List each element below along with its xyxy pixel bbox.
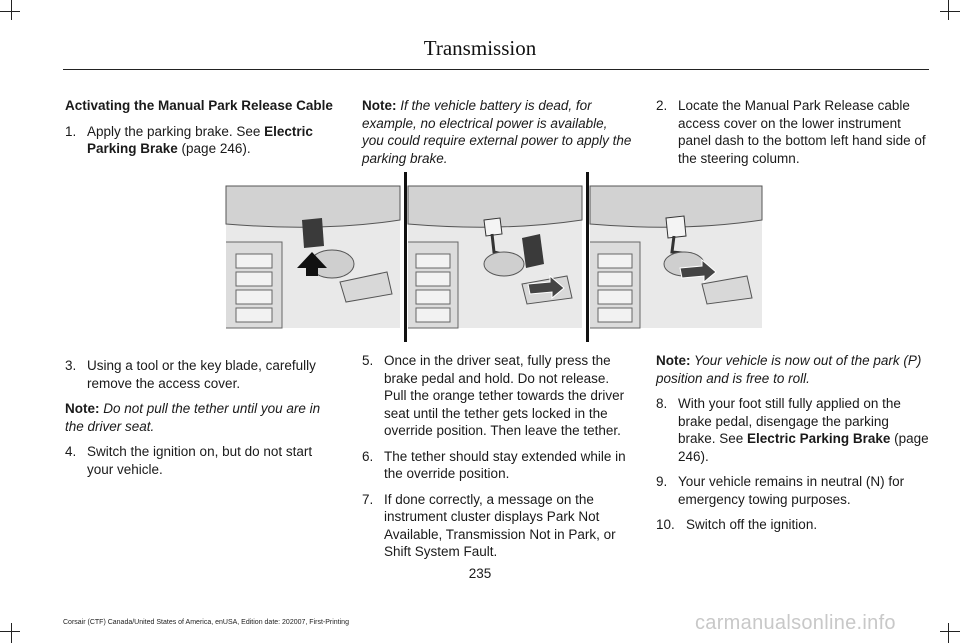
step-8 [656, 395, 930, 465]
step-text: Using a tool or the key blade, carefully remove the access cover. [87, 358, 316, 391]
note [656, 352, 930, 387]
step-text: Apply the parking brake. See [87, 123, 265, 139]
crop-mark-bottom-right-h [940, 631, 960, 632]
note-text: Your vehicle is now out of the park (P) position and is free to roll. [656, 353, 922, 386]
crop-mark-top-left-v [11, 0, 12, 20]
note [65, 400, 340, 435]
step-text: With your foot still fully applied on the brake pedal, disengage the parking brake. See [678, 396, 901, 446]
page-title: Transmission [423, 36, 537, 60]
step-number: 2. [656, 98, 668, 113]
illustration-panel-1 [226, 186, 400, 328]
step-number: 10. [656, 517, 675, 532]
note-text: Do not pull the tether until you are in the driver seat. [65, 401, 321, 434]
column-1-top [65, 97, 340, 166]
step-text: If done correctly, a message on the instrument cluster displays Park Not Available, Transmission Not in Park, or Shift System Fault. [384, 491, 616, 559]
step-9 [656, 473, 930, 508]
step-number: 1. [65, 123, 77, 139]
page-number: 235 [468, 566, 492, 581]
step-6 [362, 448, 634, 483]
crop-mark-top-left-h [0, 11, 20, 12]
step-text: Switch the ignition on, but do not start your vehicle. [87, 444, 313, 477]
column-2-bottom [362, 352, 634, 569]
page-ref: (page 246). [177, 141, 251, 156]
illustration-divider [586, 172, 589, 342]
step-text: Once in the driver seat, fully press the brake pedal and hold. Do not release. Pull the orange tether towards the driver seat until the tether gets locked in the override position. Then leave the tether. [384, 353, 625, 438]
park-release-illustration [222, 172, 764, 342]
header-rule [63, 69, 929, 70]
step-7 [362, 491, 634, 561]
edition-footer: Corsair (CTF) Canada/United States of America, enUSA, Edition date: 202007, First-Printing [63, 619, 349, 626]
step-number: 6. [362, 448, 374, 464]
watermark: carmanualsonline.info [695, 612, 896, 634]
illustration-panel-3 [590, 186, 762, 328]
column-3-bottom [656, 352, 930, 542]
note-label: Note: [656, 353, 691, 368]
step-number: 7. [362, 491, 374, 507]
note [362, 97, 632, 167]
crop-mark-bottom-left-v [11, 623, 12, 643]
step-3 [65, 357, 340, 392]
step-1 [65, 123, 340, 158]
column-2-top [362, 97, 632, 175]
note-text: If the vehicle battery is dead, for example, no electrical power is available, you could require external power to apply the parking brake. [362, 98, 632, 166]
step-text: Switch off the ignition. [686, 517, 818, 532]
cross-reference-link[interactable]: Electric Parking Brake [747, 431, 891, 446]
step-2 [656, 97, 930, 167]
step-text: The tether should stay extended while in the override position. [384, 448, 626, 481]
crop-mark-bottom-right-v [948, 623, 949, 643]
step-5 [362, 352, 634, 440]
step-number: 5. [362, 353, 374, 368]
crop-mark-top-right-h [940, 11, 960, 12]
section-heading: Activating the Manual Park Release Cable [65, 98, 333, 113]
crop-mark-bottom-left-h [0, 631, 20, 632]
column-1-bottom [65, 357, 340, 486]
illustration-divider [404, 172, 407, 342]
cross-reference-link[interactable]: Electric Parking Brake [87, 123, 313, 156]
step-text: Your vehicle remains in neutral (N) for emergency towing purposes. [678, 474, 905, 507]
step-number: 4. [65, 444, 77, 459]
note-label: Note: [362, 98, 397, 113]
step-number: 9. [656, 474, 668, 489]
step-text: Locate the Manual Park Release cable access cover on the lower instrument panel dash to the bottom left hand side of the steering column. [678, 98, 926, 166]
step-number: 3. [65, 358, 77, 373]
crop-mark-top-right-v [948, 0, 949, 20]
page-ref: (page 246). [678, 431, 929, 464]
column-3-top [656, 97, 930, 175]
step-number: 8. [656, 396, 668, 411]
note-label: Note: [65, 401, 100, 416]
illustration-panel-2 [408, 186, 582, 328]
step-4 [65, 443, 340, 478]
step-10 [656, 516, 930, 534]
